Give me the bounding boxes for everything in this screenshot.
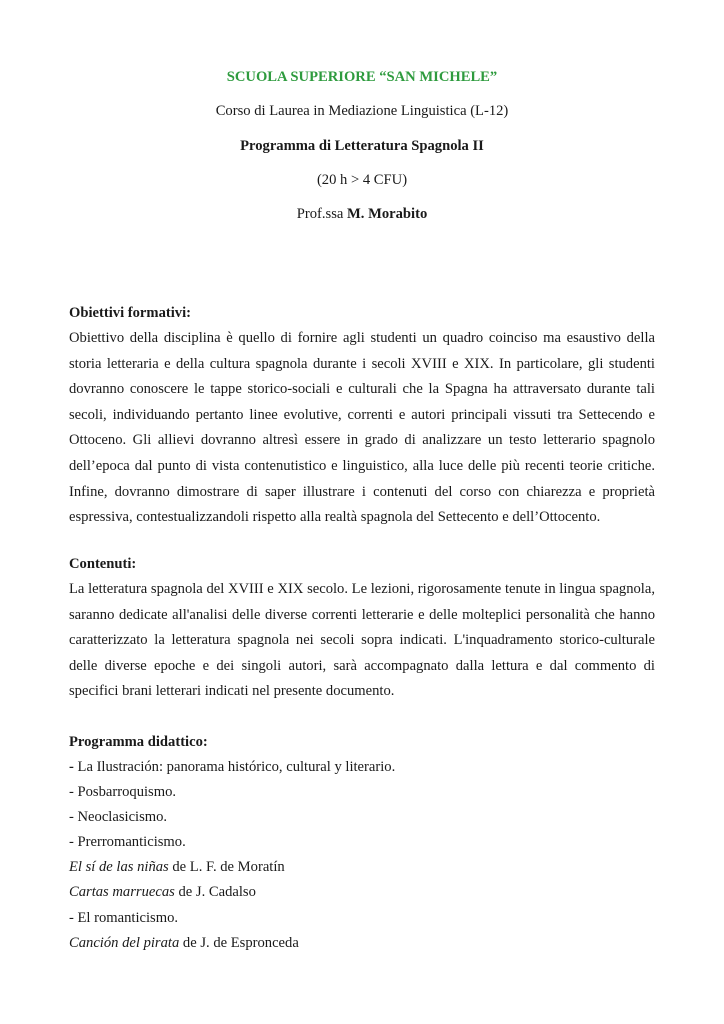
professor-name: M. Morabito xyxy=(347,206,428,222)
work-title: Cartas marruecas xyxy=(69,884,175,901)
work-author: de L. F. de Moratín xyxy=(168,859,285,876)
program-title: Programma di Letteratura Spagnola II xyxy=(240,138,484,154)
course-hours: (20 h > 4 CFU) xyxy=(316,172,408,188)
contents-line: caratterizzato la letteratura spagnola nei secoli sopra indicati. L'inquadramento storico-culturale xyxy=(69,632,655,649)
syllabus-section xyxy=(69,729,655,956)
contents-title: Contenuti: xyxy=(69,556,137,572)
objectives-title: Obiettivi formativi: xyxy=(69,305,191,321)
contents-line: La letteratura spagnola del XVIII e XIX secolo. Le lezioni, rigorosamente tenute in lingua spagnola, xyxy=(69,581,655,597)
objectives-line: Obiettivo della disciplina è quello di fornire agli studenti un quadro coinciso ma esaustivo della xyxy=(69,330,655,346)
list-item: - Posbarroquismo. xyxy=(69,784,177,801)
objectives-section xyxy=(69,300,655,531)
objectives-line: storia letteraria e della cultura spagnola durante i secoli XVIII e XIX. In particolare, gli studenti xyxy=(69,355,655,372)
work-title: El sí de las niñas xyxy=(69,859,169,876)
school-name: SCUOLA SUPERIORE “SAN MICHELE” xyxy=(226,69,498,85)
syllabus-list xyxy=(69,755,655,956)
objectives-paragraph xyxy=(69,326,655,531)
professor-line xyxy=(0,205,724,223)
syllabus-title: Programma didattico: xyxy=(69,734,208,750)
objectives-line: Infine, dovranno dimostrare di saper illustrare i contenuti del corso con chiarezza e proprietà xyxy=(69,483,655,500)
list-item: - Neoclasicismo. xyxy=(69,809,168,826)
objectives-line: dovranno conoscere le tappe storico-sociali e culturali che la Spagna ha attraversato durante tali xyxy=(69,381,655,398)
list-dash: - xyxy=(69,759,74,775)
contents-line: specifici brani letterari indicati nel presente documento. xyxy=(69,683,395,700)
work-title: Canción del pirata xyxy=(69,934,180,951)
list-item: - Prerromanticismo. xyxy=(69,834,186,851)
objectives-line: Ottoceno. Gli allievi dovranno altresì essere in grado di analizzare un testo letterario spagnolo xyxy=(69,432,655,449)
contents-section xyxy=(69,551,655,705)
objectives-line: espressiva, contestualizzandoli rispetto alla realtà spagnola del Settecento e dell’Ottocento. xyxy=(69,509,601,526)
professor-prefix: Prof.ssa xyxy=(296,206,344,222)
list-item xyxy=(69,855,655,880)
course-name: Corso di Laurea in Mediazione Linguistica (L-12) xyxy=(215,103,509,119)
list-item xyxy=(69,755,655,780)
list-item xyxy=(69,880,655,905)
list-item xyxy=(69,931,655,956)
contents-line: delle diverse epoche e dei singoli autori, sarà accompagnato dalla lettura e dal commento di xyxy=(69,657,655,674)
objectives-line: secoli, individuando pertanto linee evolutive, correnti e autori principali vissuti tra Settecendo e xyxy=(69,406,655,423)
contents-paragraph xyxy=(69,577,655,705)
work-author: de J. de Espronceda xyxy=(179,934,299,951)
list-item-text: La Ilustración: panorama histórico, cultural y literario. xyxy=(73,759,396,775)
contents-line: saranno dedicate all'analisi delle diverse correnti letterarie e delle molteplici personalità che hanno xyxy=(69,606,655,623)
list-item: - El romanticismo. xyxy=(69,909,179,926)
objectives-line: dell’epoca dal punto di vista contenutistico e linguistico, alla luce delle più recenti teorie critiche. xyxy=(69,457,655,474)
work-author: de J. Cadalso xyxy=(174,884,256,901)
